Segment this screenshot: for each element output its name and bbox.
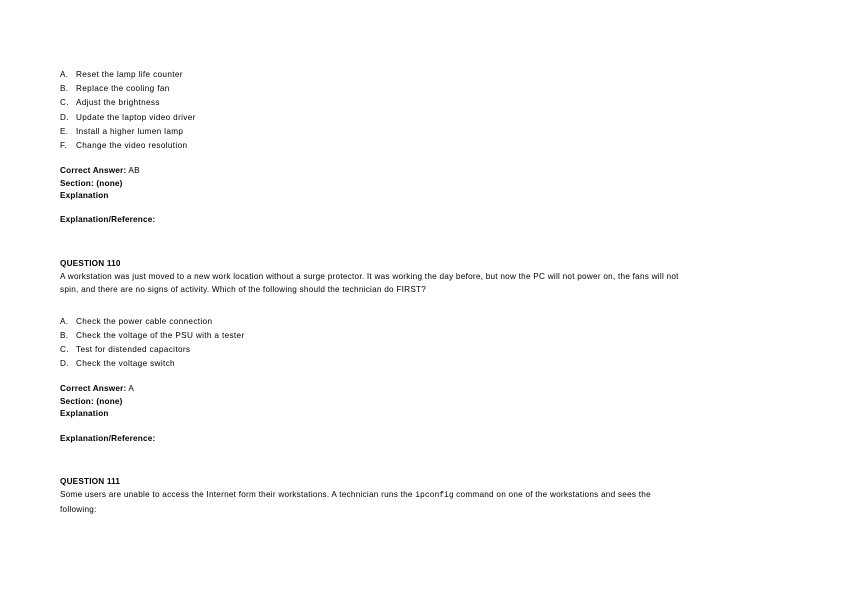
choice-text: Update the laptop video driver xyxy=(76,112,196,122)
choice-letter: D. xyxy=(60,112,69,122)
choice-option[interactable] xyxy=(60,68,770,82)
question-110-answer-block xyxy=(60,383,770,420)
choice-letter: B. xyxy=(60,84,69,94)
correct-answer-label: Correct Answer: xyxy=(60,166,127,176)
spacer xyxy=(60,445,770,475)
correct-answer-line xyxy=(60,165,770,177)
question-111-body-line-1 xyxy=(60,488,770,502)
choice-letter: D. xyxy=(60,359,69,369)
choice-text: Test for distended capacitors xyxy=(76,345,191,355)
choice-letter: F. xyxy=(60,141,68,151)
spacer xyxy=(60,421,770,433)
document-content xyxy=(60,68,770,516)
choice-text: Adjust the brightness xyxy=(76,98,160,108)
choice-option[interactable] xyxy=(60,139,770,153)
spacer xyxy=(60,297,770,315)
explanation-label: Explanation xyxy=(60,191,109,201)
question-110-body-line-1: A workstation was just moved to a new work location without a surge protector. It was working the day before, but now the PC will not power on, the fans will not xyxy=(60,271,679,281)
spacer xyxy=(60,371,770,383)
correct-answer-value: A xyxy=(126,384,135,394)
choice-option[interactable] xyxy=(60,357,770,371)
question-111-heading: QUESTION 111 xyxy=(60,477,121,487)
section-value: (none) xyxy=(93,396,123,406)
correct-answer-label: Correct Answer: xyxy=(60,384,127,394)
choice-text: Check the power cable connection xyxy=(76,316,213,326)
choice-letter: B. xyxy=(60,330,69,340)
explanation-label: Explanation xyxy=(60,409,109,419)
question-110-body-line-2: spin, and there are no signs of activity. Which of the following should the technician do FIRST? xyxy=(60,285,427,295)
section-label: Section: xyxy=(60,396,94,406)
choice-option[interactable] xyxy=(60,125,770,139)
choice-letter: E. xyxy=(60,126,69,136)
choice-letter: A. xyxy=(60,70,69,79)
choice-option[interactable] xyxy=(60,111,770,125)
choice-letter: C. xyxy=(60,345,69,355)
choice-letter: C. xyxy=(60,98,69,108)
question-111-body-part-2: command on one of the workstations and sees the xyxy=(453,490,651,500)
choice-text: Check the voltage of the PSU with a tester xyxy=(76,330,245,340)
choice-text: Reset the lamp life counter xyxy=(76,70,183,79)
explanation-line xyxy=(60,190,770,202)
choice-text: Replace the cooling fan xyxy=(76,84,170,94)
correct-answer-line xyxy=(60,383,770,395)
explanation-line xyxy=(60,408,770,420)
choice-letter: A. xyxy=(60,316,69,326)
section-value: (none) xyxy=(93,178,123,188)
question-111-body-line-2: following: xyxy=(60,504,97,514)
question-110-choices xyxy=(60,315,770,372)
ipconfig-command: ipconfig xyxy=(415,491,454,501)
choice-text: Install a higher lumen lamp xyxy=(76,126,184,136)
question-111-body-part-1: Some users are unable to access the Internet form their workstations. A technician runs the xyxy=(60,490,416,500)
explanation-reference-heading: Explanation/Reference: xyxy=(60,215,156,225)
question-109-answer-block xyxy=(60,165,770,202)
question-109-choices xyxy=(60,68,770,153)
choice-option[interactable] xyxy=(60,315,770,329)
choice-option[interactable] xyxy=(60,329,770,343)
question-110-heading: QUESTION 110 xyxy=(60,258,121,268)
correct-answer-value: AB xyxy=(126,166,140,176)
spacer xyxy=(60,153,770,165)
explanation-reference-heading: Explanation/Reference: xyxy=(60,433,156,443)
section-label: Section: xyxy=(60,178,94,188)
choice-option[interactable] xyxy=(60,82,770,96)
choice-option[interactable] xyxy=(60,343,770,357)
choice-option[interactable] xyxy=(60,96,770,110)
spacer xyxy=(60,227,770,257)
section-line xyxy=(60,396,770,408)
spacer xyxy=(60,202,770,214)
section-line xyxy=(60,178,770,190)
choice-text: Change the video resolution xyxy=(76,141,188,151)
choice-text: Check the voltage switch xyxy=(76,359,175,369)
